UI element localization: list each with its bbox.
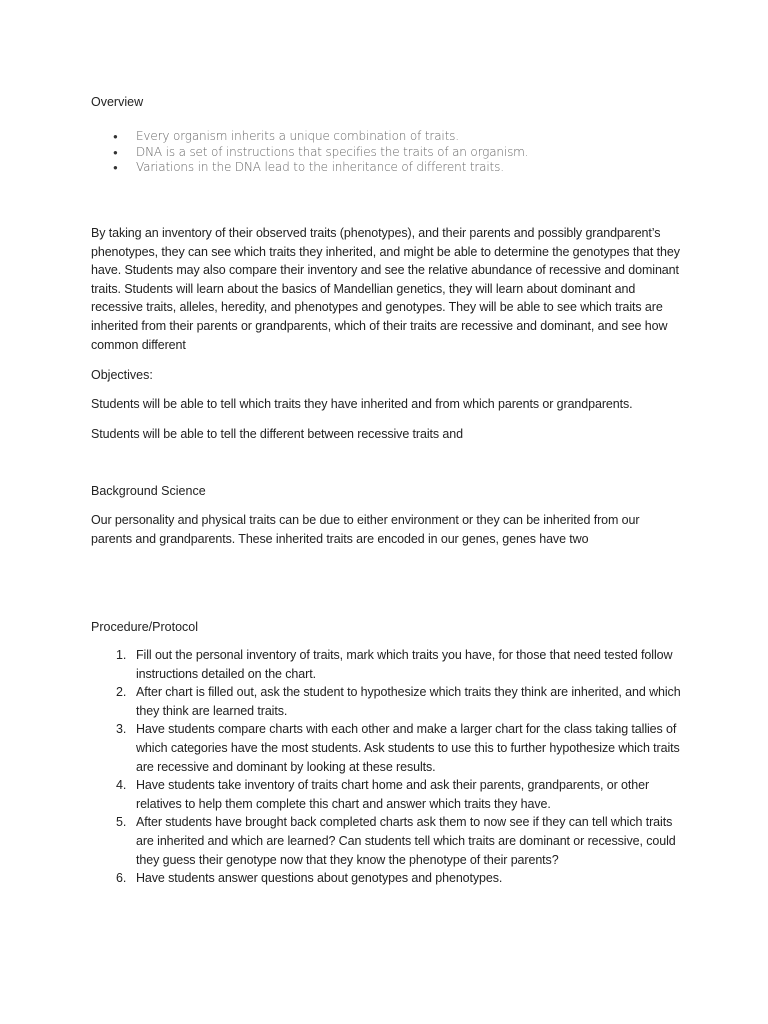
objective-item: Students will be able to tell which traits they have inherited and from which parents or grandparents. <box>91 397 633 411</box>
procedure-step <box>91 813 681 869</box>
step-text: After chart is filled out, ask the student to hypothesize which traits they think are inherited, and which they think are learned traits. <box>136 685 681 718</box>
procedure-step <box>91 720 681 776</box>
procedure-step <box>91 869 681 888</box>
step-number: 3. <box>116 722 127 737</box>
procedure-heading: Procedure/Protocol <box>91 620 199 634</box>
overview-bullet-list <box>113 129 613 176</box>
step-number: 5. <box>116 815 127 830</box>
procedure-step <box>91 683 681 720</box>
intro-paragraph: By taking an inventory of their observed traits (phenotypes), and their parents and possibly grandparent’s phenotypes, they can see which traits they inherited, and might be able to determine the genotypes that they have. Students may also compare their inventory and see the relative abundance of recessive and dominant traits. Students will learn about the basics of Mandellian genetics, they will learn about dominant and recessive traits, alleles, heredity, and phenotypes and genotypes. They will be able to see which traits are inherited from their parents or grandparents, which of their traits are recessive and dominant, and see how common different <box>91 226 680 352</box>
overview-heading: Overview <box>91 95 144 109</box>
step-number: 1. <box>116 648 127 662</box>
procedure-step <box>91 646 681 683</box>
background-heading: Background Science <box>91 484 206 498</box>
step-text: Have students take inventory of traits chart home and ask their parents, grandparents, or other relatives to help them complete this chart and answer which traits they have. <box>136 778 650 811</box>
objectives-heading: Objectives: <box>91 368 153 382</box>
step-text: Have students answer questions about genotypes and phenotypes. <box>136 871 503 886</box>
procedure-steps-list <box>91 646 681 888</box>
step-text: Have students compare charts with each other and make a larger chart for the class taking tallies of which categories have the most students. Ask students to use this to further hypothesize which traits are recessive and dominant by looking at these results. <box>136 722 680 774</box>
step-text: After students have brought back completed charts ask them to now see if they can tell which traits are inherited and which are learned? Can students tell which traits are dominant or recessive, could they guess their genotype now that they know the phenotype of their parents? <box>136 815 676 867</box>
overview-bullet: ● DNA is a set of instructions that specifies the traits of an organism. <box>113 145 613 161</box>
step-text: Fill out the personal inventory of traits, mark which traits you have, for those that need tested follow instructions detailed on the chart. <box>136 648 673 681</box>
step-number: 2. <box>116 685 127 700</box>
step-number: 6. <box>116 871 127 886</box>
overview-bullet: ● Variations in the DNA lead to the inheritance of different traits. <box>113 160 613 176</box>
background-paragraph: Our personality and physical traits can be due to either environment or they can be inherited from our parents and grandparents. These inherited traits are encoded in our genes, genes have two <box>91 513 640 546</box>
procedure-step <box>91 776 681 813</box>
step-number: 4. <box>116 778 127 793</box>
objective-item: Students will be able to tell the different between recessive traits and <box>91 427 463 441</box>
overview-bullet: ● Every organism inherits a unique combination of traits. <box>113 129 613 145</box>
